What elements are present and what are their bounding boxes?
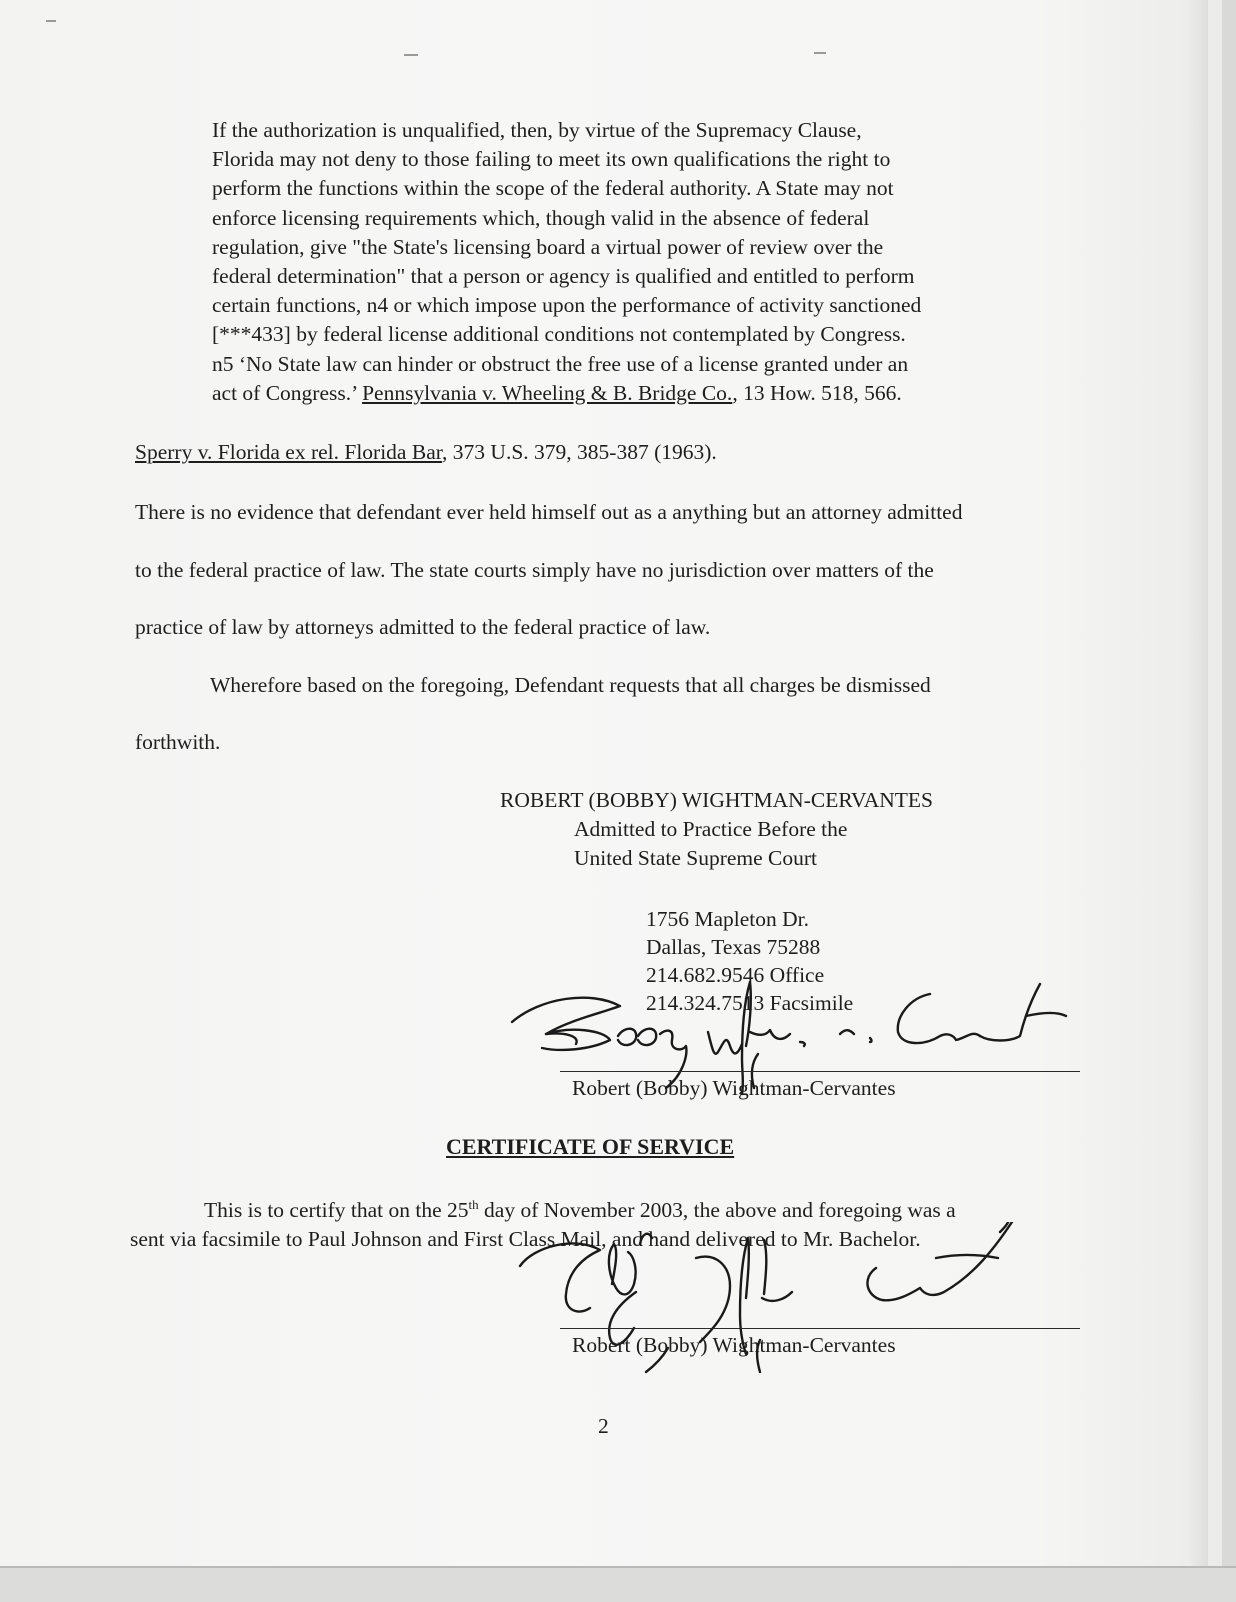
- paragraph-line: forthwith.: [135, 730, 221, 754]
- block-quotation: [212, 116, 1032, 408]
- quote-line: perform the functions within the scope of the federal authority. A State may not: [212, 176, 894, 201]
- quote-line-last: [212, 379, 1032, 408]
- quote-line: Florida may not deny to those failing to meet its own qualifications the right to: [212, 147, 891, 172]
- scan-speck: [46, 20, 56, 22]
- quote-line: regulation, give "the State's licensing board a virtual power of review over the: [212, 234, 884, 259]
- paragraph-line: to the federal practice of law. The state courts simply have no jurisdiction over matters of the: [135, 557, 934, 582]
- phone-fax: 214.324.7513 Facsimile: [646, 991, 854, 1015]
- certificate-line: [130, 1190, 1100, 1225]
- scan-speck: [814, 52, 826, 54]
- quote-prefix: act of Congress.’: [212, 380, 363, 405]
- paragraph-line: practice of law by attorneys admitted to the federal practice of law.: [135, 615, 711, 639]
- quote-line: federal determination" that a person or agency is qualified and entitled to perform: [212, 264, 915, 289]
- scan-speck: [404, 54, 418, 56]
- quote-line: enforce licensing requirements which, though valid in the absence of federal: [212, 205, 870, 230]
- scan-bottom-edge: [0, 1566, 1236, 1602]
- certificate-line: sent via facsimile to Paul Johnson and First Class Mail, and hand delivered to Mr. Bachelor.: [130, 1227, 921, 1252]
- signature-caption: Robert (Bobby) Wightman-Cervantes: [572, 1333, 896, 1357]
- paragraph-line: Wherefore based on the foregoing, Defendant requests that all charges be dismissed: [210, 672, 931, 697]
- signature-line: [560, 1328, 1080, 1329]
- quote-line: certain functions, n4 or which impose upon the performance of activity sanctioned: [212, 293, 922, 318]
- body-text: [135, 484, 1095, 772]
- handwritten-signature: [516, 1222, 1076, 1382]
- case-name-sperry: Sperry v. Florida ex rel. Florida Bar: [135, 440, 443, 464]
- quote-line: n5 ‘No State law can hinder or obstruct the free use of a license granted under an: [212, 351, 909, 376]
- signature-block: [500, 786, 933, 873]
- signature-line: [560, 1071, 1080, 1072]
- signer-title-line: United State Supreme Court: [574, 846, 818, 870]
- certificate-text-part: This is to certify that on the 25: [204, 1198, 469, 1223]
- quote-line: If the authorization is unqualified, then, by virtue of the Supremacy Clause,: [212, 118, 862, 142]
- case-name-pennsylvania: Pennsylvania v. Wheeling & B. Bridge Co.: [362, 380, 733, 405]
- quote-suffix: , 13 How. 518, 566.: [732, 380, 902, 405]
- phone-office: 214.682.9546 Office: [646, 963, 825, 987]
- signature-caption: Robert (Bobby) Wightman-Cervantes: [572, 1076, 896, 1100]
- citation-suffix: , 373 U.S. 379, 385-387 (1963).: [442, 440, 717, 464]
- quote-line: [***433] by federal license additional conditions not contemplated by Congress.: [212, 322, 906, 347]
- signer-title-line: Admitted to Practice Before the: [574, 817, 848, 841]
- signer-name: ROBERT (BOBBY) WIGHTMAN-CERVANTES: [500, 788, 933, 812]
- address-city: Dallas, Texas 75288: [646, 935, 821, 959]
- certificate-text-part: day of November 2003, the above and foregoing was a: [478, 1198, 956, 1223]
- paragraph-line: There is no evidence that defendant ever held himself out as a anything but an attorney admitted: [135, 500, 963, 524]
- certificate-heading: CERTIFICATE OF SERVICE: [446, 1134, 735, 1159]
- citation-sperry: [135, 438, 717, 467]
- address-street: 1756 Mapleton Dr.: [646, 907, 810, 931]
- page-edge-shadow: [1188, 0, 1208, 1572]
- ordinal-suffix: th: [468, 1197, 479, 1212]
- page-number: 2: [598, 1414, 609, 1438]
